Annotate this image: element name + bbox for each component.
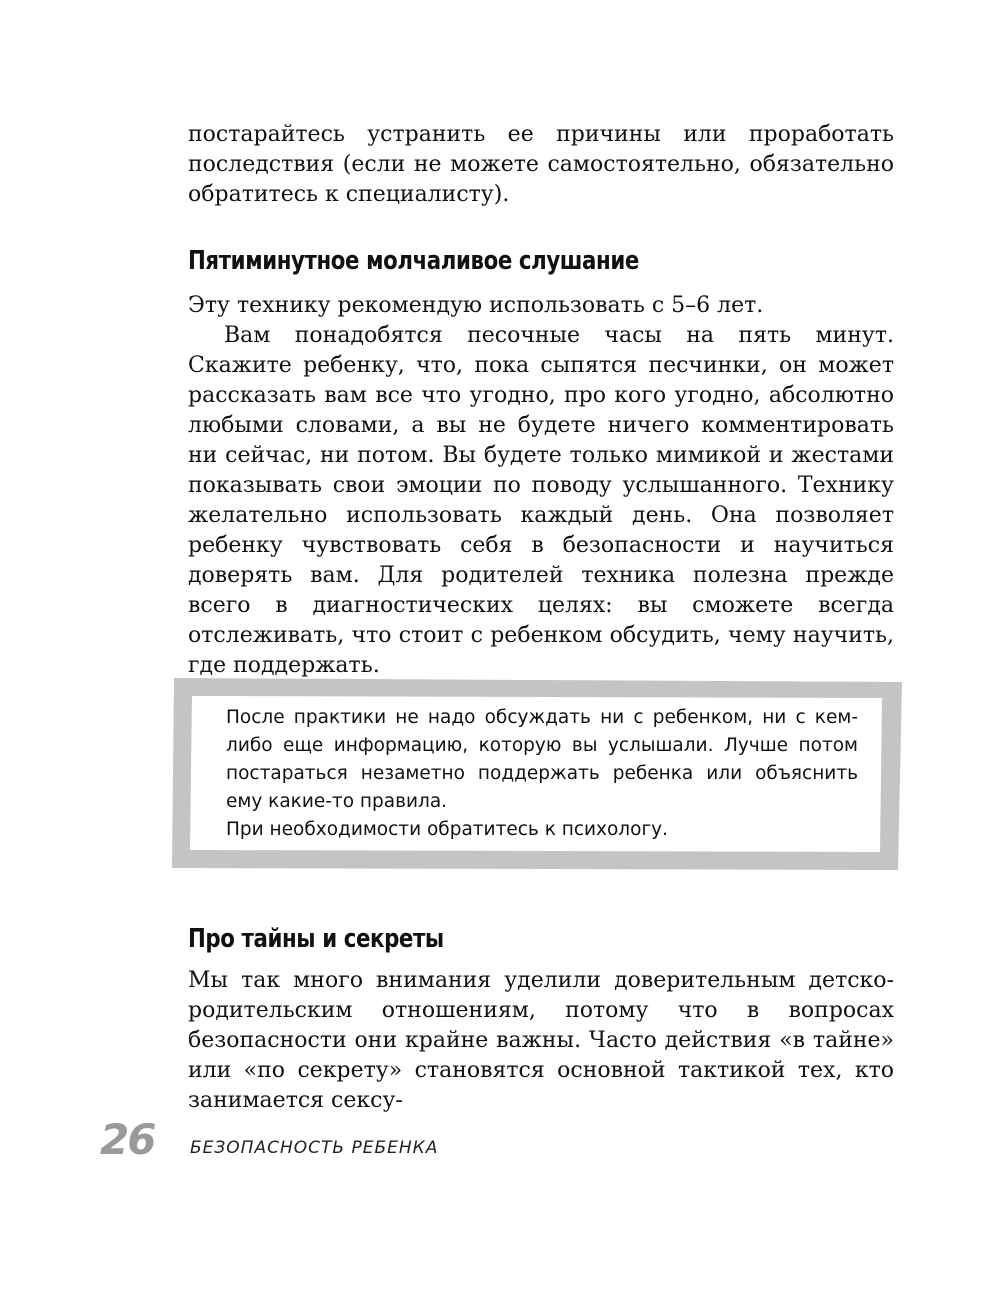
section-heading-silent-listening: Пятиминутное молчаливое слушание (188, 246, 639, 276)
section1-body (188, 291, 894, 681)
page-number: 26 (100, 1115, 155, 1164)
top-paragraph: постарайтесь устранить ее причины или проработать последствия (если не можете самостоятельно, обязательно обратитесь к специалисту). (188, 122, 894, 207)
note-text (226, 704, 858, 844)
section2-body (188, 966, 894, 1116)
section2-paragraph: Мы так много внимания уделили доверительным детско-родительским отношениям, потому что в вопросах безопасности они крайне важны. Часто действия «в тайне» или «по секрету» становятся основной тактикой тех, кто занимается сексу- (188, 968, 894, 1113)
note-paragraph-1: После практики не надо обсуждать ни с ребенком, ни с кем-либо еще информацию, которую вы услышали. Лучше потом постараться незаметно поддержать ребенка или объяснить ему какие-то правила. (226, 707, 858, 812)
section1-paragraph-intro: Эту технику рекомендую использовать с 5–6 лет. (188, 293, 764, 318)
running-title: БЕЗОПАСНОСТЬ РЕБЕНКА (190, 1138, 439, 1158)
section-heading-secrets: Про тайны и секреты (188, 924, 444, 954)
note-box (168, 674, 906, 874)
top-paragraph-block (188, 120, 894, 210)
section1-paragraph-main: Вам понадобятся песочные часы на пять минут. Скажите ребенку, что, пока сыпятся песчинки, он может рассказать вам все что угодно, про кого угодно, абсолютно любыми словами, а вы не будете ничего комментировать ни сейчас, ни потом. Вы будете только мимикой и жестами показывать свои эмоции по поводу услышанного. Технику желательно использовать каждый день. Она позволяет ребенку чувствовать себя в безопасности и научиться доверять вам. Для родителей техника полезна прежде всего в диагностических целях: вы сможете всегда отслеживать, что стоит с ребенком обсудить, чему научить, где поддержать. (188, 323, 894, 678)
note-paragraph-2: При необходимости обратитесь к психологу. (226, 819, 668, 840)
